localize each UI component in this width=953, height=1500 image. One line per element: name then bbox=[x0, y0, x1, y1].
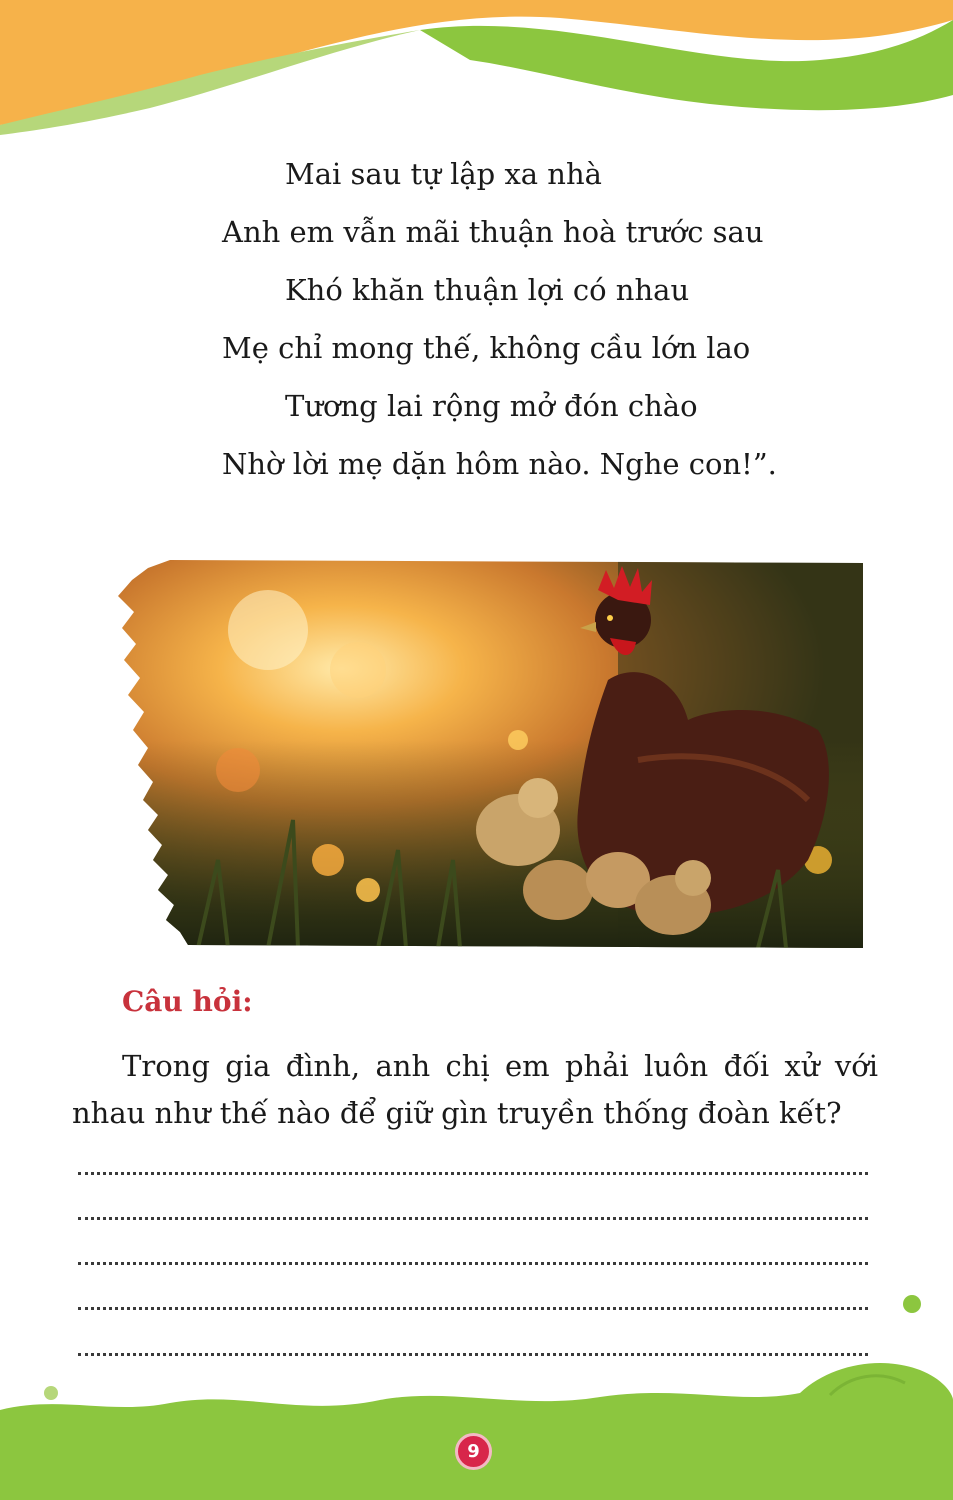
answer-line[interactable] bbox=[78, 1172, 868, 1175]
question-heading: Câu hỏi: bbox=[122, 985, 253, 1018]
poem-line: Mẹ chỉ mong thế, không cầu lớn lao bbox=[222, 331, 751, 365]
poem-line: Tương lai rộng mở đón chào bbox=[285, 389, 698, 423]
answer-line[interactable] bbox=[78, 1307, 868, 1310]
bottom-wave-decoration bbox=[0, 1355, 953, 1500]
hen-and-chicks-photo bbox=[118, 560, 863, 948]
poem-line: Nhờ lời mẹ dặn hôm nào. Nghe con!”. bbox=[222, 447, 777, 481]
top-wave-decoration bbox=[0, 0, 953, 140]
poem-line: Anh em vẫn mãi thuận hoà trước sau bbox=[222, 215, 764, 249]
question-text: Trong gia đình, anh chị em phải luôn đối xử với nhau như thế nào để giữ gìn truyền thống đoàn kết? bbox=[72, 1049, 878, 1130]
poem-line: Mai sau tự lập xa nhà bbox=[285, 157, 602, 191]
page-number: 9 bbox=[455, 1433, 492, 1470]
decorative-dot bbox=[903, 1295, 921, 1313]
answer-line[interactable] bbox=[78, 1217, 868, 1220]
poem-line: Khó khăn thuận lợi có nhau bbox=[285, 273, 690, 307]
answer-line[interactable] bbox=[78, 1262, 868, 1265]
